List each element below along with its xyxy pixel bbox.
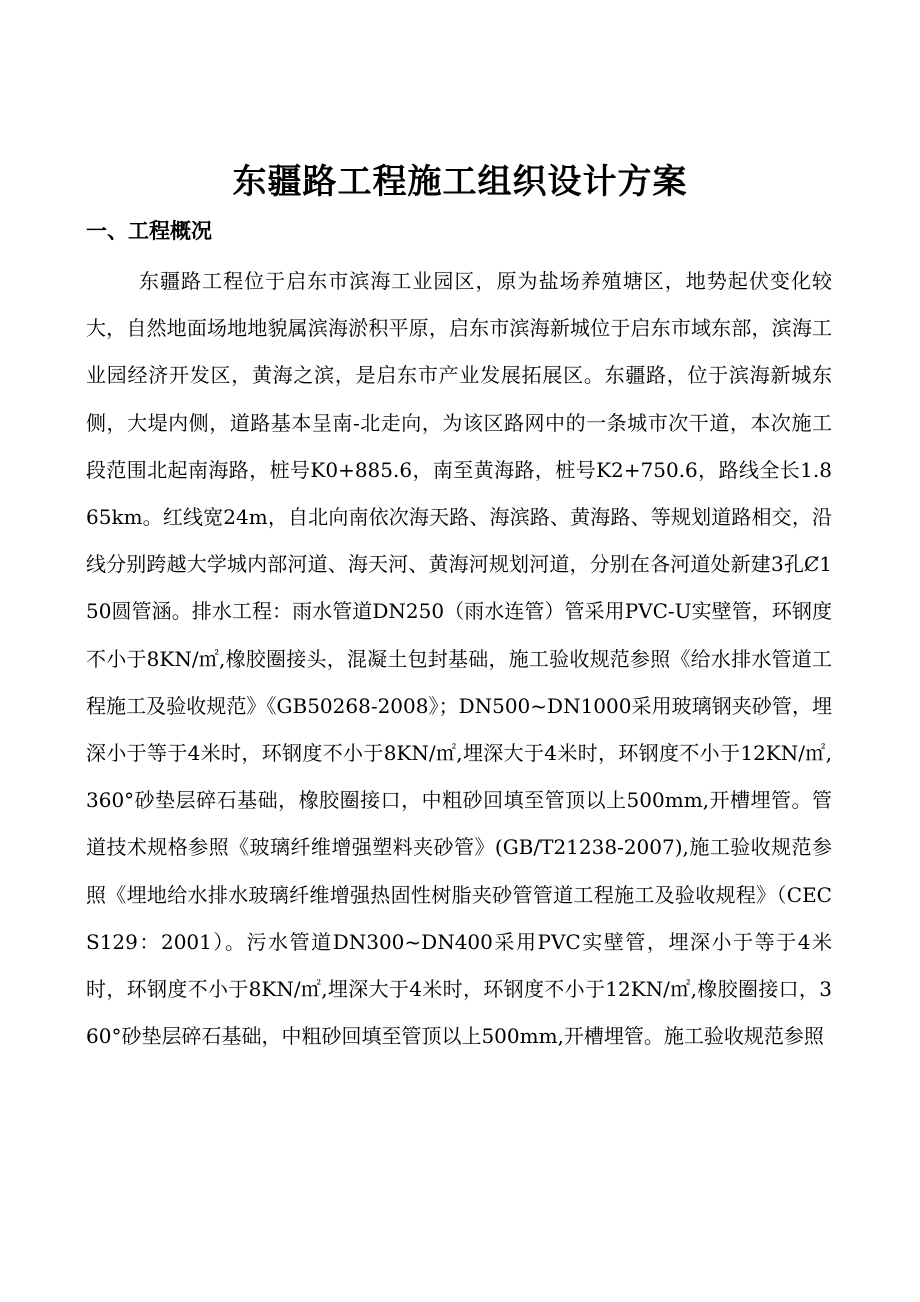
body-paragraph: 东疆路工程位于启东市滨海工业园区，原为盐场养殖塘区，地势起伏变化较大，自然地面场地地貌属滨海淤积平原，启东市滨海新城位于启东市域东部，滨海工业园经济开发区，黄海之滨，是启东市产业发展拓展区。东疆路，位于滨海新城东侧，大堤内侧，道路基本呈南-北走向，为该区路网中的一条城市次干道，本次施工段范围北起南海路，桩号K0+885.6，南至黄海路，桩号K2+750.6，路线全长1.865km。红线宽24m，自北向南依次海天路、海滨路、黄海路、等规划道路相交，沿线分别跨越大学城内部河道、海天河、黄海河规划河道，分别在各河道处新建3孔Ȼ150圆管涵。排水工程：雨水管道DN250（雨水连管）管采用PVC-U实壁管，环钢度不小于8KN/㎡,橡胶圈接头，混凝土包封基础，施工验收规范参照《给水排水管道工程施工及验收规范》《GB50268-2008》；DN500~DN1000采用玻璃钢夹砂管，埋深小于等于4米时，环钢度不小于8KN/㎡,埋深大于4米时，环钢度不小于12KN/㎡,360°砂垫层碎石基础，橡胶圈接口，中粗砂回填至管顶以上500mm,开槽埋管。管道技术规格参照《玻璃纤维增强塑料夹砂管》(GB/T21238-2007),施工验收规范参照《埋地给水排水玻璃纤维增强热固性树脂夹砂管管道工程施工及验收规程》（CECS129：2001）。污水管道DN300~DN400采用PVC实壁管，埋深小于等于4米时，环钢度不小于8KN/㎡,埋深大于4米时，环钢度不小于12KN/㎡,橡胶圈接口，360°砂垫层碎石基础，中粗砂回填至管顶以上500mm,开槽埋管。施工验收规范参照 <box>86 269 832 1049</box>
document-title: 东疆路工程施工组织设计方案 <box>232 162 688 202</box>
section-heading: 一、工程概况 <box>86 218 212 243</box>
